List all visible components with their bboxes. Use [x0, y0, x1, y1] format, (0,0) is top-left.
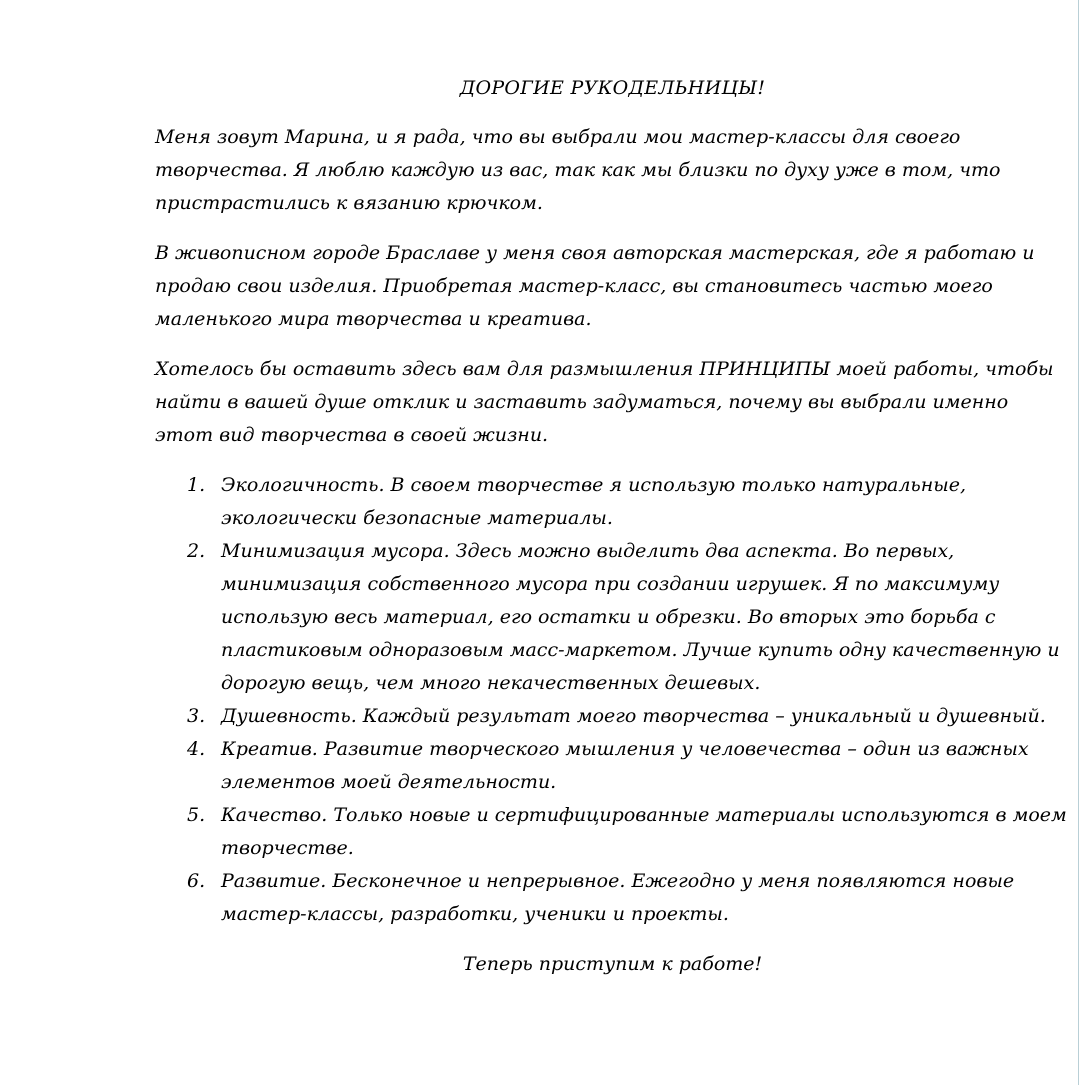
list-item-text: Экологичность. В своем творчестве я использую только натуральные, экологически безопасные материалы. — [221, 474, 967, 529]
document-title: ДОРОГИЕ РУКОДЕЛЬНИЦЫ! — [459, 77, 766, 99]
principles-list — [155, 469, 1070, 931]
closing-line: Теперь приступим к работе! — [462, 953, 763, 975]
list-item — [155, 733, 1070, 799]
list-item — [155, 865, 1070, 931]
intro-paragraph: Меня зовут Марина, и я рада, что вы выбрали мои мастер-классы для своего творчества. Я люблю каждую из вас, так как мы близки по духу уже в том, что пристрастились к вязанию крючком. — [155, 126, 1001, 214]
list-item-text: Креатив. Развитие творческого мышления у человечества – один из важных элементов моей деятельности. — [221, 738, 1029, 793]
workshop-paragraph: В живописном городе Браславе у меня своя авторская мастерская, где я работаю и продаю свои изделия. Приобретая мастер-класс, вы становитесь частью моего маленького мира творчества и креатива. — [155, 242, 1035, 330]
list-item — [155, 469, 1070, 535]
list-item-number: 1. — [187, 474, 206, 496]
list-item — [155, 535, 1070, 700]
list-item-text: Качество. Только новые и сертифицированные материалы используются в моем творчестве. — [221, 804, 1067, 859]
list-item — [155, 700, 1070, 733]
principles-intro-paragraph: Хотелось бы оставить здесь вам для размышления ПРИНЦИПЫ моей работы, чтобы найти в вашей душе отклик и заставить задуматься, почему вы выбрали именно этот вид творчества в своей жизни. — [155, 358, 1054, 446]
list-item — [155, 799, 1070, 865]
list-item-number: 3. — [187, 705, 206, 727]
list-item-number: 4. — [187, 738, 206, 760]
list-item-text: Развитие. Бесконечное и непрерывное. Ежегодно у меня появляются новые мастер-классы, разработки, ученики и проекты. — [221, 870, 1015, 925]
list-item-number: 5. — [187, 804, 206, 826]
list-item-text: Душевность. Каждый результат моего творчества – уникальный и душевный. — [221, 705, 1046, 727]
list-item-number: 6. — [187, 870, 206, 892]
list-item-number: 2. — [187, 540, 206, 562]
document-body — [155, 72, 1070, 981]
list-item-text: Минимизация мусора. Здесь можно выделить два аспекта. Во первых, минимизация собственного мусора при создании игрушек. Я по максимуму использую весь материал, его остатки и обрезки. Во вторых это борьба с пластиковым одноразовым масс-маркетом. Лучше купить одну качественную и дорогую вещь, чем много некачественных дешевых. — [221, 540, 1060, 694]
